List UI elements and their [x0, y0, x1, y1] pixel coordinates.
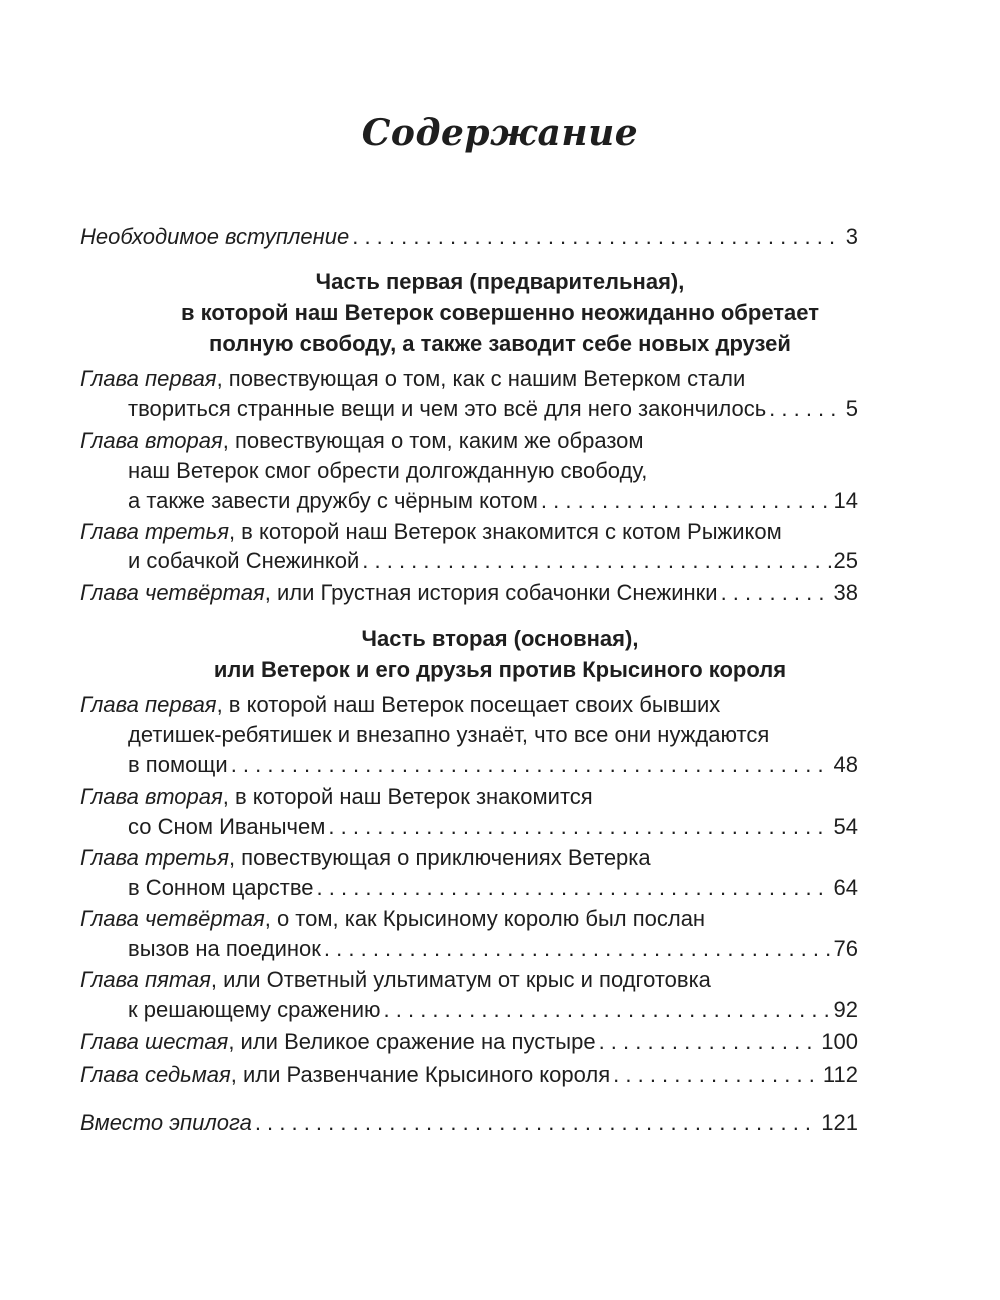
toc-entry-continued[interactable]	[128, 995, 858, 1025]
toc-entry-continued	[128, 720, 858, 750]
toc-entry[interactable]	[80, 1027, 858, 1057]
part-heading-line: в которой наш Ветерок совершенно неожиданно обретает	[180, 300, 820, 325]
toc-entry[interactable]	[80, 1060, 858, 1090]
chapter-desc: в помощи	[128, 752, 228, 777]
toc-entry[interactable]	[80, 690, 858, 720]
toc-entry[interactable]	[80, 578, 858, 608]
toc-entry[interactable]	[80, 517, 858, 547]
dot-leader	[317, 873, 831, 903]
page-number: 121	[821, 1110, 858, 1135]
toc-entry-continued[interactable]	[128, 394, 858, 424]
page-number: 5	[845, 396, 858, 421]
chapter-desc: , повествующая о том, как с нашим Ветерком стали	[216, 366, 746, 391]
dot-leader	[599, 1027, 819, 1057]
toc-entry[interactable]	[80, 904, 858, 934]
toc-entry-continued	[128, 456, 858, 486]
chapter-desc: со Сном Иванычем	[128, 814, 326, 839]
part-heading-line: полную свободу, а также заводит себе новых друзей	[209, 331, 791, 356]
chapter-name: Глава четвёртая	[80, 580, 265, 605]
chapter-desc: , или Ответный ультиматум от крыс и подготовка	[210, 967, 711, 992]
toc-entry-continued[interactable]	[128, 546, 858, 576]
chapter-desc: и собачкой Снежинкой	[128, 548, 360, 573]
toc-entry-continued[interactable]	[128, 873, 858, 903]
toc-entry-intro[interactable]	[80, 222, 858, 252]
page-number: 64	[833, 875, 858, 900]
chapter-desc: наш Ветерок смог обрести долгожданную свободу,	[128, 458, 648, 483]
page-number: 25	[833, 548, 858, 573]
chapter-desc: , в которой наш Ветерок знакомится	[222, 784, 593, 809]
page-number: 38	[833, 580, 858, 605]
chapter-desc: , о том, как Крысиному королю был послан	[264, 906, 706, 931]
chapter-name: Глава третья	[80, 519, 229, 544]
chapter-desc: творитьcя странные вещи и чем это всё для него закончилось	[128, 396, 767, 421]
part-heading-line: или Ветерок и его друзья против Крысиного короля	[213, 657, 787, 682]
entry-title: Необходимое вступление	[80, 224, 350, 249]
page-number: 92	[833, 997, 858, 1022]
page-number: 3	[845, 224, 858, 249]
dot-leader	[541, 486, 831, 516]
chapter-desc: детишек-ребятишек и внезапно узнаёт, что все они нуждаются	[128, 722, 770, 747]
chapter-desc: , повествующая о приключениях Ветерка	[228, 845, 651, 870]
dot-leader	[324, 934, 831, 964]
dot-leader	[328, 812, 830, 842]
chapter-desc: , в которой наш Ветерок посещает своих бывших	[216, 692, 721, 717]
entry-title: Вместо эпилога	[80, 1110, 252, 1135]
dot-leader	[362, 546, 830, 576]
page-number: 112	[822, 1062, 858, 1087]
chapter-name: Глава первая	[80, 366, 217, 391]
chapter-name: Глава седьмая	[80, 1062, 231, 1087]
chapter-name: Глава шестая	[80, 1029, 229, 1054]
chapter-desc: , в которой наш Ветерок знакомится с котом Рыжиком	[228, 519, 782, 544]
chapter-name: Глава четвёртая	[80, 906, 265, 931]
toc-entry[interactable]	[80, 843, 858, 873]
page-number: 76	[833, 936, 858, 961]
toc-entry[interactable]	[80, 965, 858, 995]
dot-leader	[255, 1108, 818, 1138]
chapter-desc: , повествующая о том, каким же образом	[222, 428, 644, 453]
page-number: 54	[833, 814, 858, 839]
chapter-name: Глава вторая	[80, 428, 223, 453]
toc-entry-continued[interactable]	[128, 934, 858, 964]
page-title: Содержание	[361, 112, 639, 154]
dot-leader	[352, 222, 843, 252]
toc-entry-continued[interactable]	[128, 812, 858, 842]
chapter-desc: в Сонном царстве	[128, 875, 314, 900]
page-number: 14	[833, 488, 858, 513]
chapter-desc: к решающему сражению	[128, 997, 381, 1022]
toc-entry[interactable]	[80, 426, 858, 456]
page-number: 48	[833, 752, 858, 777]
dot-leader	[721, 578, 831, 608]
toc-entry-epilogue[interactable]	[80, 1108, 858, 1138]
dot-leader	[769, 394, 843, 424]
chapter-name: Глава вторая	[80, 784, 223, 809]
chapter-name: Глава первая	[80, 692, 217, 717]
chapter-desc: вызов на поединок	[128, 936, 321, 961]
chapter-name: Глава третья	[80, 845, 229, 870]
chapter-desc: , или Великое сражение на пустыре	[228, 1029, 596, 1054]
toc-entry-continued[interactable]	[128, 750, 858, 780]
toc-entry[interactable]	[80, 782, 858, 812]
toc-entry[interactable]	[80, 364, 858, 394]
part-heading-line: Часть первая (предварительная),	[315, 269, 685, 294]
chapter-desc: а также завести дружбу с чёрным котом	[128, 488, 538, 513]
chapter-name: Глава пятая	[80, 967, 211, 992]
dot-leader	[384, 995, 831, 1025]
part-heading-line: Часть вторая (основная),	[361, 626, 639, 651]
chapter-desc: , или Развенчание Крысиного короля	[230, 1062, 611, 1087]
dot-leader	[231, 750, 831, 780]
dot-leader	[613, 1060, 820, 1090]
chapter-desc: , или Грустная история собачонки Снежинки	[264, 580, 718, 605]
page-number: 100	[821, 1029, 858, 1054]
toc-entry-continued[interactable]	[128, 486, 858, 516]
